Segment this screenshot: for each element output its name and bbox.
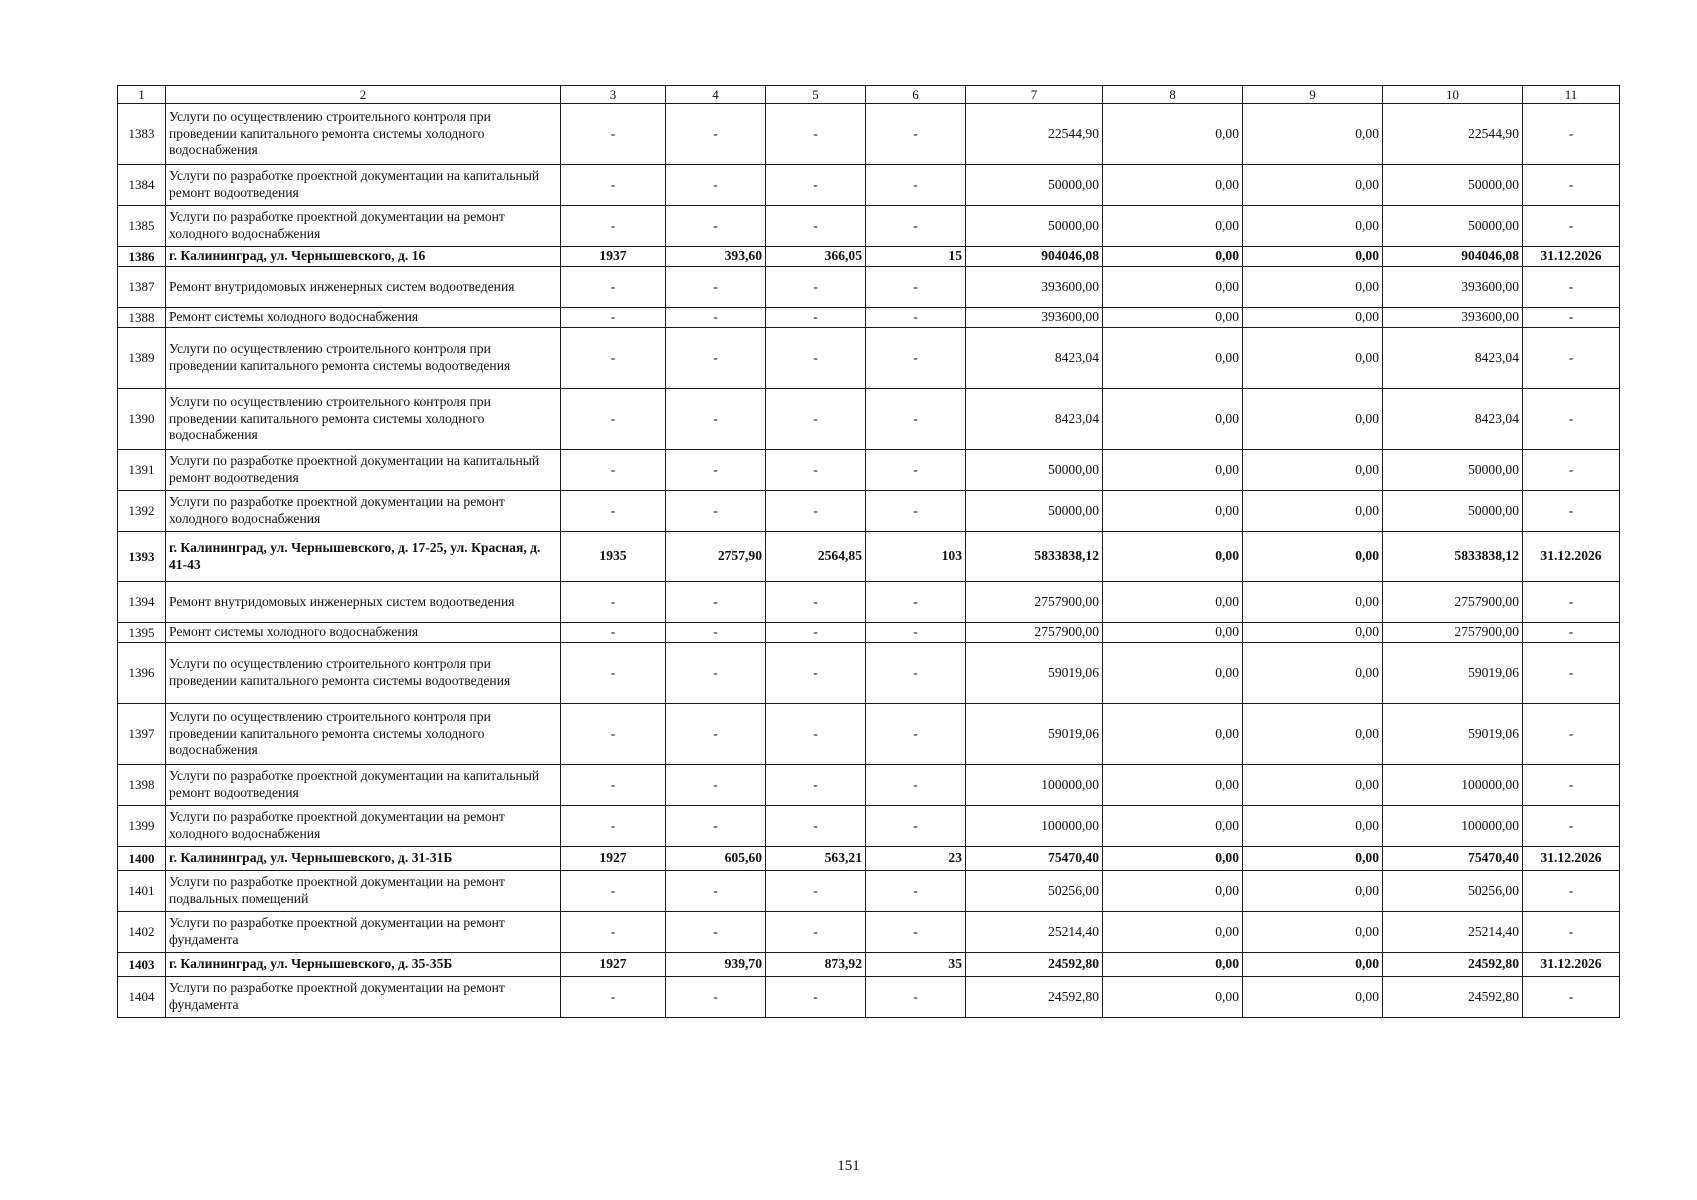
col-4-cell: - — [666, 704, 766, 765]
col-8-cell: 0,00 — [1103, 977, 1243, 1018]
col-11-cell: - — [1523, 582, 1620, 623]
col-7-cell: 24592,80 — [966, 977, 1103, 1018]
col-10-cell: 8423,04 — [1383, 389, 1523, 450]
row-number-cell: 1396 — [118, 643, 166, 704]
col-5-cell: - — [766, 389, 866, 450]
table-row — [118, 582, 1620, 623]
col-4-cell: - — [666, 165, 766, 206]
row-number-cell: 1397 — [118, 704, 166, 765]
col-10-cell: 24592,80 — [1383, 977, 1523, 1018]
col-7-cell: 24592,80 — [966, 953, 1103, 977]
col-11-cell: 31.12.2026 — [1523, 847, 1620, 871]
row-number-cell: 1394 — [118, 582, 166, 623]
col-7-cell: 59019,06 — [966, 643, 1103, 704]
col-8-cell: 0,00 — [1103, 165, 1243, 206]
column-number: 8 — [1103, 86, 1243, 104]
work-description-cell: г. Калининград, ул. Чернышевского, д. 35-35Б — [166, 953, 561, 977]
col-8-cell: 0,00 — [1103, 532, 1243, 582]
work-description-cell: Ремонт внутридомовых инженерных систем водоотведения — [166, 582, 561, 623]
row-number-cell: 1401 — [118, 871, 166, 912]
row-number-cell: 1398 — [118, 765, 166, 806]
table-row — [118, 104, 1620, 165]
row-number-cell: 1403 — [118, 953, 166, 977]
table-row — [118, 206, 1620, 247]
col-5-cell: - — [766, 623, 866, 643]
col-7-cell: 50000,00 — [966, 165, 1103, 206]
row-number-cell: 1383 — [118, 104, 166, 165]
col-10-cell: 393600,00 — [1383, 308, 1523, 328]
col-4-cell: - — [666, 450, 766, 491]
col-6-cell: - — [866, 328, 966, 389]
col-5-cell: - — [766, 643, 866, 704]
col-4-cell: - — [666, 206, 766, 247]
col-6-cell: - — [866, 643, 966, 704]
col-7-cell: 393600,00 — [966, 267, 1103, 308]
col-5-cell: - — [766, 977, 866, 1018]
table-row — [118, 977, 1620, 1018]
col-4-cell: - — [666, 104, 766, 165]
col-4-cell: - — [666, 977, 766, 1018]
col-4-cell: - — [666, 328, 766, 389]
col-10-cell: 393600,00 — [1383, 267, 1523, 308]
col-5-cell: 366,05 — [766, 247, 866, 267]
col-8-cell: 0,00 — [1103, 704, 1243, 765]
col-8-cell: 0,00 — [1103, 806, 1243, 847]
col-7-cell: 8423,04 — [966, 389, 1103, 450]
col-3-cell: - — [561, 328, 666, 389]
col-10-cell: 59019,06 — [1383, 704, 1523, 765]
col-7-cell: 50000,00 — [966, 450, 1103, 491]
col-10-cell: 75470,40 — [1383, 847, 1523, 871]
col-6-cell: - — [866, 704, 966, 765]
col-11-cell: - — [1523, 623, 1620, 643]
col-5-cell: - — [766, 267, 866, 308]
col-9-cell: 0,00 — [1243, 450, 1383, 491]
work-description-cell: Услуги по разработке проектной документации на ремонт фундамента — [166, 912, 561, 953]
col-7-cell: 393600,00 — [966, 308, 1103, 328]
col-5-cell: - — [766, 450, 866, 491]
table-row — [118, 704, 1620, 765]
col-9-cell: 0,00 — [1243, 953, 1383, 977]
table-row — [118, 806, 1620, 847]
col-3-cell: - — [561, 104, 666, 165]
col-6-cell: 35 — [866, 953, 966, 977]
col-3-cell: - — [561, 977, 666, 1018]
col-9-cell: 0,00 — [1243, 806, 1383, 847]
column-number: 2 — [166, 86, 561, 104]
col-9-cell: 0,00 — [1243, 491, 1383, 532]
col-11-cell: - — [1523, 308, 1620, 328]
column-number: 3 — [561, 86, 666, 104]
row-number-cell: 1388 — [118, 308, 166, 328]
col-5-cell: 873,92 — [766, 953, 866, 977]
col-7-cell: 22544,90 — [966, 104, 1103, 165]
col-11-cell: - — [1523, 806, 1620, 847]
col-7-cell: 25214,40 — [966, 912, 1103, 953]
col-6-cell: - — [866, 977, 966, 1018]
col-9-cell: 0,00 — [1243, 165, 1383, 206]
col-8-cell: 0,00 — [1103, 847, 1243, 871]
work-description-cell: г. Калининград, ул. Чернышевского, д. 17-25, ул. Красная, д. 41-43 — [166, 532, 561, 582]
col-10-cell: 50000,00 — [1383, 165, 1523, 206]
col-3-cell: - — [561, 806, 666, 847]
col-9-cell: 0,00 — [1243, 765, 1383, 806]
col-4-cell: - — [666, 765, 766, 806]
col-8-cell: 0,00 — [1103, 247, 1243, 267]
col-9-cell: 0,00 — [1243, 532, 1383, 582]
col-8-cell: 0,00 — [1103, 953, 1243, 977]
col-11-cell: 31.12.2026 — [1523, 247, 1620, 267]
col-5-cell: - — [766, 104, 866, 165]
work-description-cell: Услуги по разработке проектной документации на капитальный ремонт водоотведения — [166, 165, 561, 206]
col-9-cell: 0,00 — [1243, 912, 1383, 953]
col-4-cell: - — [666, 871, 766, 912]
row-number-cell: 1389 — [118, 328, 166, 389]
row-number-cell: 1387 — [118, 267, 166, 308]
column-number: 11 — [1523, 86, 1620, 104]
table-row — [118, 165, 1620, 206]
address-row — [118, 247, 1620, 267]
col-10-cell: 100000,00 — [1383, 806, 1523, 847]
column-number: 5 — [766, 86, 866, 104]
col-3-cell: - — [561, 912, 666, 953]
work-description-cell: Услуги по разработке проектной документации на капитальный ремонт водоотведения — [166, 450, 561, 491]
work-description-cell: Услуги по разработке проектной документации на ремонт холодного водоснабжения — [166, 206, 561, 247]
col-5-cell: - — [766, 165, 866, 206]
col-7-cell: 50000,00 — [966, 491, 1103, 532]
col-3-cell: - — [561, 450, 666, 491]
col-6-cell: - — [866, 582, 966, 623]
col-3-cell: - — [561, 267, 666, 308]
column-number: 9 — [1243, 86, 1383, 104]
col-3-cell: 1927 — [561, 847, 666, 871]
col-3-cell: - — [561, 582, 666, 623]
col-7-cell: 100000,00 — [966, 806, 1103, 847]
col-4-cell: - — [666, 912, 766, 953]
col-4-cell: - — [666, 582, 766, 623]
table-row — [118, 267, 1620, 308]
col-9-cell: 0,00 — [1243, 704, 1383, 765]
col-6-cell: - — [866, 871, 966, 912]
address-row — [118, 532, 1620, 582]
col-5-cell: - — [766, 206, 866, 247]
col-3-cell: - — [561, 491, 666, 532]
row-number-cell: 1390 — [118, 389, 166, 450]
col-7-cell: 75470,40 — [966, 847, 1103, 871]
col-4-cell: - — [666, 389, 766, 450]
work-description-cell: Услуги по разработке проектной документации на ремонт холодного водоснабжения — [166, 491, 561, 532]
col-11-cell: - — [1523, 267, 1620, 308]
col-5-cell: - — [766, 704, 866, 765]
row-number-cell: 1384 — [118, 165, 166, 206]
col-10-cell: 904046,08 — [1383, 247, 1523, 267]
col-9-cell: 0,00 — [1243, 308, 1383, 328]
col-10-cell: 50256,00 — [1383, 871, 1523, 912]
col-11-cell: 31.12.2026 — [1523, 953, 1620, 977]
col-3-cell: - — [561, 704, 666, 765]
col-10-cell: 8423,04 — [1383, 328, 1523, 389]
col-7-cell: 904046,08 — [966, 247, 1103, 267]
row-number-cell: 1402 — [118, 912, 166, 953]
col-11-cell: - — [1523, 206, 1620, 247]
col-6-cell: - — [866, 308, 966, 328]
col-3-cell: - — [561, 165, 666, 206]
address-row — [118, 953, 1620, 977]
col-11-cell: - — [1523, 104, 1620, 165]
col-6-cell: - — [866, 765, 966, 806]
table-row — [118, 450, 1620, 491]
row-number-cell: 1399 — [118, 806, 166, 847]
column-number-row — [118, 86, 1620, 104]
col-3-cell: - — [561, 389, 666, 450]
col-11-cell: - — [1523, 871, 1620, 912]
row-number-cell: 1391 — [118, 450, 166, 491]
col-5-cell: 2564,85 — [766, 532, 866, 582]
col-3-cell: - — [561, 206, 666, 247]
col-8-cell: 0,00 — [1103, 643, 1243, 704]
work-description-cell: Услуги по разработке проектной документации на ремонт подвальных помещений — [166, 871, 561, 912]
col-10-cell: 24592,80 — [1383, 953, 1523, 977]
col-6-cell: - — [866, 104, 966, 165]
col-8-cell: 0,00 — [1103, 582, 1243, 623]
col-9-cell: 0,00 — [1243, 328, 1383, 389]
col-4-cell: 2757,90 — [666, 532, 766, 582]
col-6-cell: - — [866, 806, 966, 847]
address-row — [118, 847, 1620, 871]
col-11-cell: - — [1523, 704, 1620, 765]
col-10-cell: 2757900,00 — [1383, 582, 1523, 623]
col-11-cell: - — [1523, 165, 1620, 206]
col-10-cell: 50000,00 — [1383, 206, 1523, 247]
col-8-cell: 0,00 — [1103, 206, 1243, 247]
col-5-cell: 563,21 — [766, 847, 866, 871]
row-number-cell: 1386 — [118, 247, 166, 267]
col-5-cell: - — [766, 912, 866, 953]
col-10-cell: 100000,00 — [1383, 765, 1523, 806]
col-5-cell: - — [766, 491, 866, 532]
col-5-cell: - — [766, 871, 866, 912]
column-number: 6 — [866, 86, 966, 104]
col-7-cell: 100000,00 — [966, 765, 1103, 806]
col-7-cell: 2757900,00 — [966, 582, 1103, 623]
col-9-cell: 0,00 — [1243, 206, 1383, 247]
col-8-cell: 0,00 — [1103, 765, 1243, 806]
work-description-cell: Услуги по осуществлению строительного контроля при проведении капитального ремонта системы холодного водоснабжения — [166, 389, 561, 450]
col-8-cell: 0,00 — [1103, 267, 1243, 308]
row-number-cell: 1392 — [118, 491, 166, 532]
work-description-cell: Ремонт системы холодного водоснабжения — [166, 623, 561, 643]
col-7-cell: 5833838,12 — [966, 532, 1103, 582]
col-9-cell: 0,00 — [1243, 623, 1383, 643]
work-description-cell: Услуги по осуществлению строительного контроля при проведении капитального ремонта системы холодного водоснабжения — [166, 104, 561, 165]
column-number: 1 — [118, 86, 166, 104]
col-7-cell: 2757900,00 — [966, 623, 1103, 643]
col-4-cell: 393,60 — [666, 247, 766, 267]
col-11-cell: - — [1523, 643, 1620, 704]
col-8-cell: 0,00 — [1103, 308, 1243, 328]
col-4-cell: - — [666, 308, 766, 328]
column-number: 4 — [666, 86, 766, 104]
col-6-cell: - — [866, 267, 966, 308]
col-10-cell: 2757900,00 — [1383, 623, 1523, 643]
column-number: 10 — [1383, 86, 1523, 104]
col-9-cell: 0,00 — [1243, 267, 1383, 308]
col-10-cell: 5833838,12 — [1383, 532, 1523, 582]
col-3-cell: 1937 — [561, 247, 666, 267]
col-6-cell: - — [866, 450, 966, 491]
table-row — [118, 328, 1620, 389]
repair-schedule-table — [117, 85, 1620, 1018]
table-row — [118, 308, 1620, 328]
col-10-cell: 22544,90 — [1383, 104, 1523, 165]
col-6-cell: - — [866, 491, 966, 532]
work-description-cell: Услуги по осуществлению строительного контроля при проведении капитального ремонта системы холодного водоснабжения — [166, 704, 561, 765]
col-9-cell: 0,00 — [1243, 104, 1383, 165]
col-11-cell: - — [1523, 450, 1620, 491]
col-8-cell: 0,00 — [1103, 450, 1243, 491]
col-4-cell: - — [666, 643, 766, 704]
row-number-cell: 1395 — [118, 623, 166, 643]
work-description-cell: Ремонт внутридомовых инженерных систем водоотведения — [166, 267, 561, 308]
col-3-cell: - — [561, 623, 666, 643]
col-4-cell: 939,70 — [666, 953, 766, 977]
table-row — [118, 871, 1620, 912]
col-9-cell: 0,00 — [1243, 871, 1383, 912]
col-11-cell: - — [1523, 389, 1620, 450]
col-11-cell: - — [1523, 977, 1620, 1018]
col-9-cell: 0,00 — [1243, 389, 1383, 450]
work-description-cell: г. Калининград, ул. Чернышевского, д. 16 — [166, 247, 561, 267]
row-number-cell: 1404 — [118, 977, 166, 1018]
col-5-cell: - — [766, 806, 866, 847]
work-description-cell: Услуги по разработке проектной документации на ремонт холодного водоснабжения — [166, 806, 561, 847]
col-4-cell: - — [666, 806, 766, 847]
col-6-cell: 15 — [866, 247, 966, 267]
col-6-cell: - — [866, 165, 966, 206]
col-4-cell: - — [666, 623, 766, 643]
col-6-cell: - — [866, 623, 966, 643]
col-8-cell: 0,00 — [1103, 389, 1243, 450]
col-8-cell: 0,00 — [1103, 104, 1243, 165]
col-3-cell: - — [561, 871, 666, 912]
col-6-cell: - — [866, 206, 966, 247]
col-11-cell: - — [1523, 912, 1620, 953]
col-8-cell: 0,00 — [1103, 491, 1243, 532]
work-description-cell: Услуги по осуществлению строительного контроля при проведении капитального ремонта системы водоотведения — [166, 328, 561, 389]
col-6-cell: 103 — [866, 532, 966, 582]
col-4-cell: - — [666, 267, 766, 308]
col-3-cell: - — [561, 765, 666, 806]
table-row — [118, 912, 1620, 953]
col-5-cell: - — [766, 308, 866, 328]
work-description-cell: Ремонт системы холодного водоснабжения — [166, 308, 561, 328]
col-8-cell: 0,00 — [1103, 328, 1243, 389]
col-8-cell: 0,00 — [1103, 912, 1243, 953]
col-4-cell: 605,60 — [666, 847, 766, 871]
col-8-cell: 0,00 — [1103, 623, 1243, 643]
page-number: 151 — [837, 1158, 860, 1174]
col-11-cell: - — [1523, 328, 1620, 389]
col-10-cell: 50000,00 — [1383, 491, 1523, 532]
table-row — [118, 765, 1620, 806]
table-body — [118, 104, 1620, 1018]
table-row — [118, 643, 1620, 704]
col-10-cell: 50000,00 — [1383, 450, 1523, 491]
column-number: 7 — [966, 86, 1103, 104]
col-9-cell: 0,00 — [1243, 643, 1383, 704]
work-description-cell: Услуги по разработке проектной документации на капитальный ремонт водоотведения — [166, 765, 561, 806]
col-3-cell: - — [561, 643, 666, 704]
col-9-cell: 0,00 — [1243, 847, 1383, 871]
col-3-cell: 1927 — [561, 953, 666, 977]
col-7-cell: 59019,06 — [966, 704, 1103, 765]
col-3-cell: 1935 — [561, 532, 666, 582]
col-7-cell: 50256,00 — [966, 871, 1103, 912]
col-3-cell: - — [561, 308, 666, 328]
table-row — [118, 623, 1620, 643]
work-description-cell: Услуги по осуществлению строительного контроля при проведении капитального ремонта системы водоотведения — [166, 643, 561, 704]
col-11-cell: - — [1523, 491, 1620, 532]
col-6-cell: - — [866, 389, 966, 450]
col-7-cell: 8423,04 — [966, 328, 1103, 389]
col-10-cell: 59019,06 — [1383, 643, 1523, 704]
col-6-cell: - — [866, 912, 966, 953]
col-6-cell: 23 — [866, 847, 966, 871]
col-5-cell: - — [766, 765, 866, 806]
col-5-cell: - — [766, 582, 866, 623]
row-number-cell: 1393 — [118, 532, 166, 582]
table-row — [118, 491, 1620, 532]
row-number-cell: 1400 — [118, 847, 166, 871]
col-9-cell: 0,00 — [1243, 582, 1383, 623]
work-description-cell: г. Калининград, ул. Чернышевского, д. 31-31Б — [166, 847, 561, 871]
col-5-cell: - — [766, 328, 866, 389]
col-10-cell: 25214,40 — [1383, 912, 1523, 953]
col-9-cell: 0,00 — [1243, 977, 1383, 1018]
row-number-cell: 1385 — [118, 206, 166, 247]
col-4-cell: - — [666, 491, 766, 532]
col-11-cell: 31.12.2026 — [1523, 532, 1620, 582]
col-8-cell: 0,00 — [1103, 871, 1243, 912]
work-description-cell: Услуги по разработке проектной документации на ремонт фундамента — [166, 977, 561, 1018]
col-9-cell: 0,00 — [1243, 247, 1383, 267]
col-11-cell: - — [1523, 765, 1620, 806]
col-7-cell: 50000,00 — [966, 206, 1103, 247]
table-row — [118, 389, 1620, 450]
